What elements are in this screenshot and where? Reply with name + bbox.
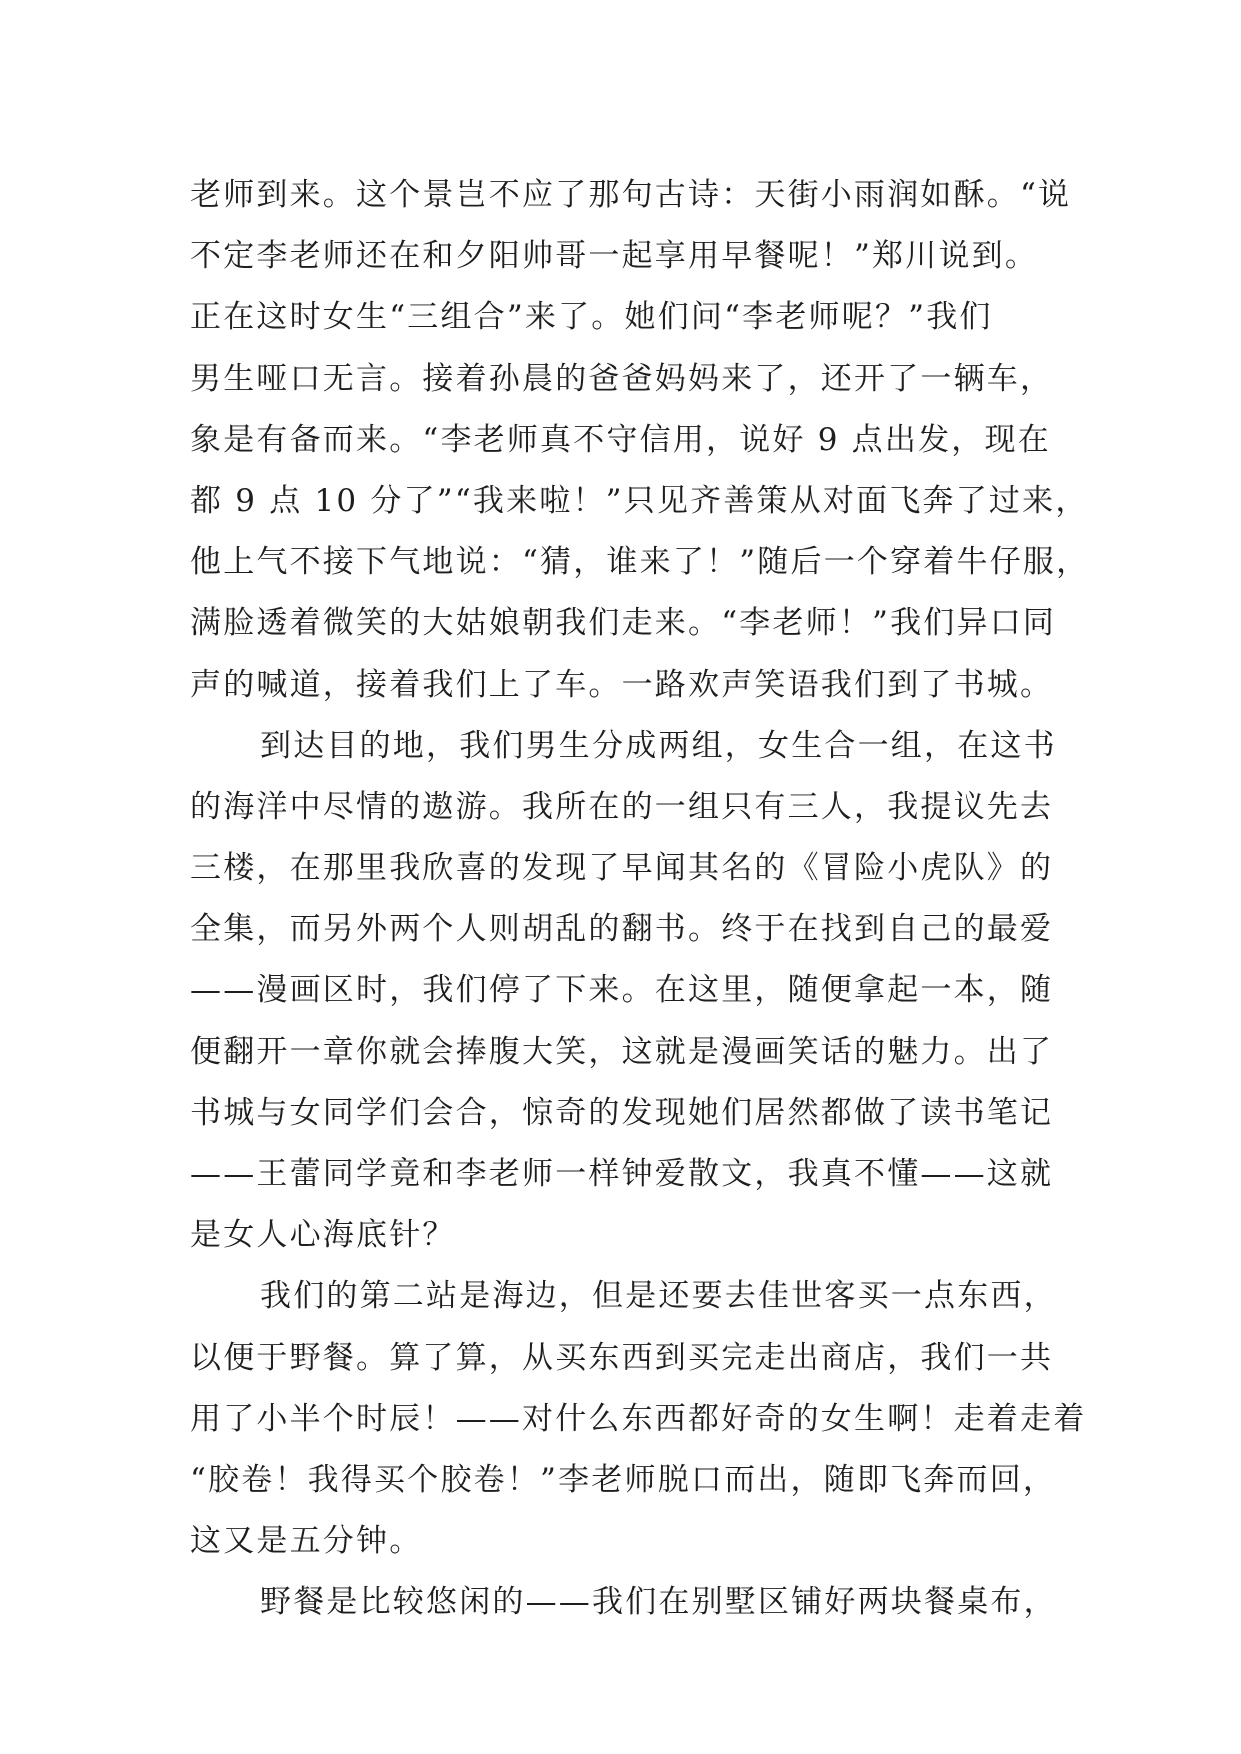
text-line: 声的喊道，接着我们上了车。一路欢声笑语我们到了书城。: [190, 666, 1054, 703]
text-line: “胶卷！我得买个胶卷！”李老师脱口而出，随即飞奔而回，: [190, 1461, 1057, 1498]
paragraph: [190, 1266, 1087, 1572]
text-line: 我们的第二站是海边，但是还要去佳世客买一点东西，: [260, 1278, 1057, 1315]
text-line: 的海洋中尽情的遨游。我所在的一组只有三人，我提议先去: [190, 788, 1054, 825]
text-line: ——漫画区时，我们停了下来。在这里，随便拿起一本，随: [190, 972, 1054, 1009]
text-line: 这又是五分钟。: [190, 1523, 423, 1560]
text-line: 男生哑口无言。接着孙晨的爸爸妈妈来了，还开了一辆车，: [190, 360, 1054, 397]
text-line: 全集，而另外两个人则胡乱的翻书。终于在找到自己的最爱: [190, 911, 1054, 948]
text-line: 三楼，在那里我欣喜的发现了早闻其名的《冒险小虎队》的: [190, 850, 1054, 887]
paragraph: [190, 1572, 1080, 1633]
text-line: 都 9 点 10 分了”“我来啦！”只见齐善策从对面飞奔了过来，: [190, 482, 1089, 519]
text-line: 到达目的地，我们男生分成两组，女生合一组，在这书: [260, 727, 1057, 764]
text-line: 便翻开一章你就会捧腹大笑，这就是漫画笑话的魅力。出了: [190, 1033, 1054, 1070]
text-line: 书城与女同学们会合，惊奇的发现她们居然都做了读书笔记: [190, 1094, 1054, 1131]
text-line: 正在这时女生“三组合”来了。她们问“李老师呢？”我们: [190, 299, 993, 336]
text-line: 满脸透着微笑的大姑娘朝我们走来。“李老师！”我们异口同: [190, 605, 1057, 642]
article-body: [190, 165, 1090, 1634]
paragraph: [190, 165, 1090, 716]
text-line: ——王蕾同学竟和李老师一样钟爱散文，我真不懂——这就: [190, 1156, 1054, 1192]
text-line: 用了小半个时辰！——对什么东西都好奇的女生啊！走着走着: [190, 1400, 1087, 1437]
text-line: 是女人心海底针？: [190, 1217, 456, 1254]
text-line: 他上气不接下气地说：“猜，谁来了！”随后一个穿着牛仔服，: [190, 544, 1090, 581]
paragraph: [190, 716, 1080, 1267]
text-line: 野餐是比较悠闲的——我们在别墅区铺好两块餐桌布，: [260, 1584, 1057, 1621]
text-line: 不定李老师还在和夕阳帅哥一起享用早餐呢！”郑川说到。: [190, 238, 1039, 275]
text-line: 老师到来。这个景岂不应了那句古诗：天街小雨润如酥。“说: [190, 177, 1072, 213]
text-line: 以便于野餐。算了算，从买东西到买完走出商店，我们一共: [190, 1339, 1054, 1376]
text-line: 象是有备而来。“李老师真不守信用，说好 9 点出发，现在: [190, 421, 1051, 458]
